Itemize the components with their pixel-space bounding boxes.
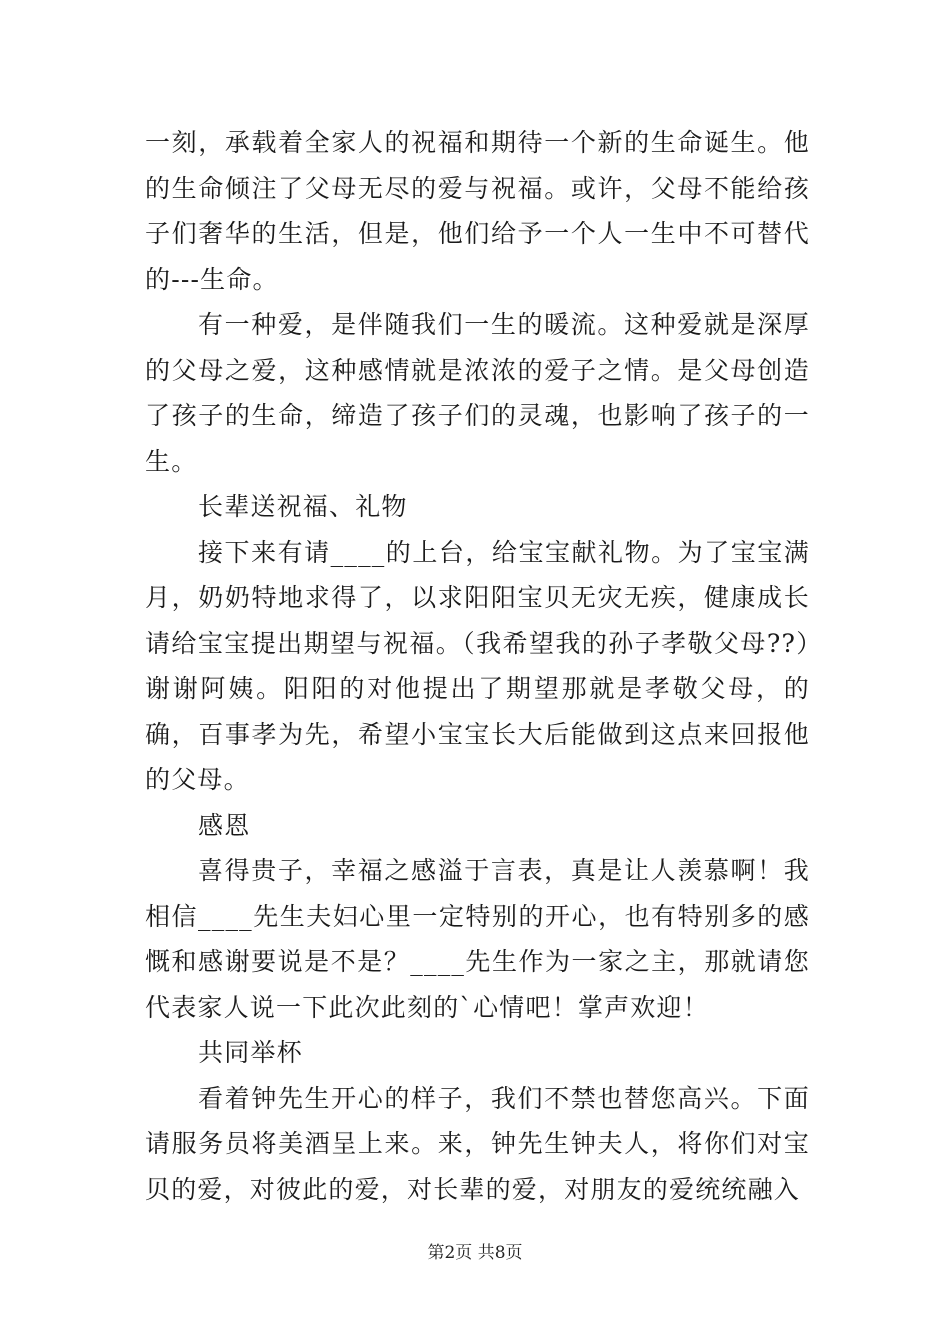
document-body xyxy=(145,120,810,1212)
section-heading-gratitude: 感恩 xyxy=(198,810,251,840)
paragraph-parental-love: 有一种爱，是伴随我们一生的暖流。这种爱就是深厚的父母之爱，这种感情就是浓浓的爱子之情。是父母创造了孩子的生命，缔造了孩子们的灵魂，也影响了孩子的一生。 xyxy=(145,310,810,476)
paragraph-gifts: 接下来有请____的上台，给宝宝献礼物。为了宝宝满月，奶奶特地求得了，以求阳阳宝贝无灾无疾，健康成长请给宝宝提出期望与祝福。（我希望我的孙子孝敬父母??）谢谢阿姨。阳阳的对他提出了期望那就是孝敬父母，的确，百事孝为先，希望小宝宝长大后能做到这点来回报他的父母。 xyxy=(145,537,810,794)
paragraph-continuation: 一刻，承载着全家人的祝福和期待一个新的生命诞生。他的生命倾注了父母无尽的爱与祝福。或许，父母不能给孩子们奢华的生活，但是，他们给予一个人一生中不可替代的---生命。 xyxy=(145,128,810,294)
section-heading-toast: 共同举杯 xyxy=(198,1038,303,1067)
section-heading-gifts: 长辈送祝福、礼物 xyxy=(198,492,408,521)
page-number-footer: 第2页 共8页 xyxy=(427,1243,523,1263)
paragraph-toast: 看着钟先生开心的样子，我们不禁也替您高兴。下面请服务员将美酒呈上来。来，钟先生钟夫人，将你们对宝贝的爱，对彼此的爱，对长辈的爱，对朋友的爱统统融入 xyxy=(145,1083,810,1204)
paragraph-gratitude: 喜得贵子，幸福之感溢于言表，真是让人羡慕啊！我相信____先生夫妇心里一定特别的开心，也有特别多的感慨和感谢要说是不是？____先生作为一家之主，那就请您代表家人说一下此次此刻的`心情吧！掌声欢迎！ xyxy=(145,856,810,1022)
